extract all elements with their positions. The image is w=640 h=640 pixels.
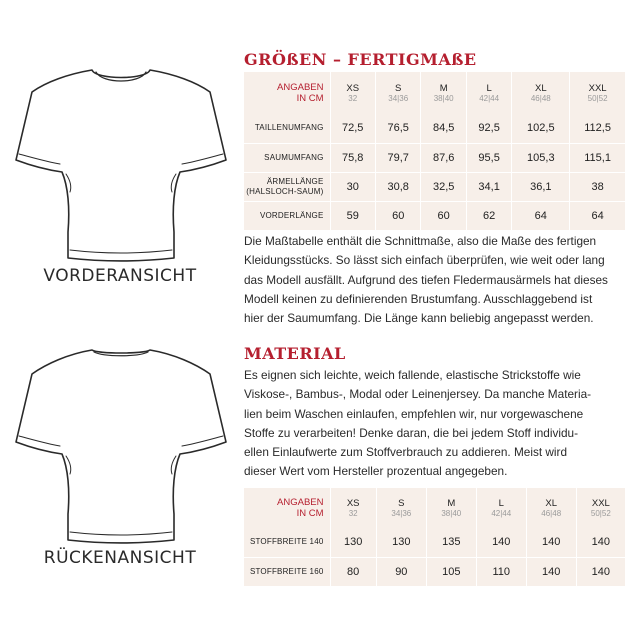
size-eu: 42|44 bbox=[479, 93, 500, 103]
size-eu: 34|36 bbox=[388, 93, 409, 103]
fabric-size-column-header bbox=[476, 488, 526, 528]
front-view-label: VORDERANSICHT bbox=[43, 266, 197, 286]
size-table-row bbox=[244, 114, 625, 143]
paragraph-line: Viskose-, Bambus-, Modal oder Leinenjersey. Da manche Materia- bbox=[244, 387, 592, 402]
table-cell: 102,5 bbox=[512, 114, 570, 143]
table-cell: 140 bbox=[576, 528, 625, 557]
fabric-table bbox=[244, 488, 625, 586]
size-name: XL bbox=[545, 497, 558, 509]
table-cell: 140 bbox=[591, 565, 611, 578]
table-cell: 130 bbox=[330, 528, 376, 557]
table-cell: 75,8 bbox=[330, 143, 375, 172]
paragraph-line: Modell keinen zu definierenden Brustumfang. Ausschlaggebend ist bbox=[244, 291, 593, 306]
size-eu: 46|48 bbox=[530, 93, 551, 103]
table-cell: 60 bbox=[375, 201, 420, 230]
row-label bbox=[244, 114, 330, 143]
table-cell: 92,5 bbox=[466, 114, 511, 143]
size-name: XXL bbox=[591, 497, 610, 509]
header-label-line2: IN CM bbox=[296, 93, 324, 104]
table-cell: 30 bbox=[330, 172, 375, 201]
fabric-header-label-line1: ANGABEN bbox=[277, 497, 324, 508]
table-cell: 38 bbox=[570, 172, 625, 201]
table-cell: 32,5 bbox=[421, 172, 466, 201]
size-name: L bbox=[498, 497, 504, 509]
row-label bbox=[244, 172, 330, 201]
size-name: XL bbox=[534, 82, 547, 94]
size-column-header bbox=[375, 72, 420, 114]
table-cell: 30,8 bbox=[375, 172, 420, 201]
table-cell: 62 bbox=[466, 201, 511, 230]
table-cell: 140 bbox=[476, 528, 526, 557]
table-cell: 110 bbox=[476, 557, 526, 586]
size-eu: 50|52 bbox=[587, 93, 608, 103]
header-label-line1: ANGABEN bbox=[277, 82, 324, 93]
size-column-header bbox=[512, 72, 570, 114]
size-name: M bbox=[447, 497, 456, 509]
table-cell: 95,5 bbox=[466, 143, 511, 172]
table-cell: 84,5 bbox=[421, 114, 466, 143]
table-cell: 105,3 bbox=[512, 143, 570, 172]
table-cell: 112,5 bbox=[570, 114, 625, 143]
table-cell: 140 bbox=[526, 557, 576, 586]
table-cell: 64 bbox=[512, 201, 570, 230]
size-column-header bbox=[570, 72, 625, 114]
row-label bbox=[244, 143, 330, 172]
size-name: S bbox=[398, 497, 405, 509]
table-cell: 130 bbox=[376, 528, 426, 557]
fabric-size-column-header bbox=[426, 488, 476, 528]
fabric-header-label-line2: IN CM bbox=[296, 508, 324, 519]
size-eu: 50|52 bbox=[590, 508, 611, 518]
fabric-size-column-header bbox=[376, 488, 426, 528]
size-name: XS bbox=[346, 497, 360, 509]
row-label-text: VORDERLÄNGE bbox=[259, 210, 324, 220]
size-table-row bbox=[244, 143, 625, 172]
sizes-heading: GRÖßEN – FERTIGMAßE bbox=[244, 50, 477, 69]
table-cell: 105 bbox=[426, 557, 476, 586]
paragraph-line: ellen Einlaufwerte zum Stoffverbrauch zu addieren. Meist wird bbox=[244, 445, 568, 460]
table-cell: 87,6 bbox=[421, 143, 466, 172]
size-name: XS bbox=[346, 82, 360, 94]
table-cell: 72,5 bbox=[330, 114, 375, 143]
size-table bbox=[244, 72, 625, 230]
table-cell: 140 bbox=[526, 528, 576, 557]
paragraph-line: Kleidungsstücks. So lässt sich einfach überprüfen, wie weit oder lang bbox=[244, 253, 605, 268]
row-label-text: TAILLENUMFANG bbox=[254, 123, 324, 133]
size-name: L bbox=[486, 82, 492, 94]
size-column-header bbox=[421, 72, 466, 114]
back-view-drawing bbox=[14, 344, 228, 548]
garment-illustrations bbox=[0, 0, 240, 640]
back-view-label: RÜCKENANSICHT bbox=[43, 548, 197, 568]
fabric-size-column-header bbox=[526, 488, 576, 528]
size-name: M bbox=[439, 82, 448, 94]
fabric-header-row bbox=[244, 488, 625, 528]
fabric-table-row bbox=[244, 557, 625, 586]
size-eu: 32 bbox=[348, 508, 358, 518]
size-eu: 46|48 bbox=[541, 508, 562, 518]
fabric-size-column-header bbox=[576, 488, 625, 528]
size-table-row bbox=[244, 201, 625, 230]
table-cell: 79,7 bbox=[375, 143, 420, 172]
size-eu: 42|44 bbox=[491, 508, 512, 518]
table-cell: 135 bbox=[426, 528, 476, 557]
table-cell: 115,1 bbox=[570, 143, 625, 172]
material-description bbox=[244, 366, 632, 482]
table-cell: 36,1 bbox=[512, 172, 570, 201]
size-column-header bbox=[466, 72, 511, 114]
sizes-description bbox=[244, 232, 632, 328]
size-eu: 34|36 bbox=[391, 508, 412, 518]
fabric-header-label bbox=[244, 488, 330, 528]
size-eu: 32 bbox=[348, 93, 358, 103]
size-name: S bbox=[395, 82, 402, 94]
size-table-row bbox=[244, 172, 625, 201]
size-column-header bbox=[330, 72, 375, 114]
table-cell: 90 bbox=[376, 557, 426, 586]
row-label-subtext: (HALSLOCH-SAUM) bbox=[246, 186, 324, 196]
table-cell: 76,5 bbox=[375, 114, 420, 143]
paragraph-line: Es eignen sich leichte, weich fallende, elastische Strickstoffe wie bbox=[244, 368, 581, 382]
size-header-row bbox=[244, 72, 625, 114]
fabric-row-label: STOFFBREITE 140 bbox=[244, 528, 330, 557]
table-cell: 60 bbox=[421, 201, 466, 230]
size-eu: 38|40 bbox=[441, 508, 462, 518]
table-cell: 64 bbox=[591, 209, 604, 222]
table-cell: 59 bbox=[330, 201, 375, 230]
paragraph-line: lien beim Waschen einlaufen, empfehlen wir, nur vorgewaschene bbox=[244, 406, 584, 421]
material-heading: MATERIAL bbox=[244, 344, 346, 363]
front-view-drawing bbox=[14, 62, 228, 266]
fabric-table-row bbox=[244, 528, 625, 557]
table-cell: 80 bbox=[330, 557, 376, 586]
fabric-row-label: STOFFBREITE 160 bbox=[244, 557, 330, 586]
table-cell: 34,1 bbox=[466, 172, 511, 201]
row-label-text: ÄRMELLÄNGE bbox=[266, 176, 324, 186]
paragraph-line: Die Maßtabelle enthält die Schnittmaße, also die Maße des fertigen bbox=[244, 234, 597, 248]
row-label bbox=[244, 201, 330, 230]
size-name: XXL bbox=[588, 82, 607, 94]
header-label bbox=[244, 72, 330, 114]
row-label-text: SAUMUMFANG bbox=[264, 152, 324, 162]
paragraph-line: hier der Saumumfang. Die Länge kann beliebig angepasst werden. bbox=[244, 311, 594, 326]
size-eu: 38|40 bbox=[433, 93, 454, 103]
paragraph-line: das Modell ausfällt. Aufgrund des tiefen Fledermausärmels hat dieses bbox=[244, 272, 608, 287]
paragraph-line: dieser Wert vom Hersteller prozentual angegeben. bbox=[244, 464, 508, 479]
fabric-size-column-header bbox=[330, 488, 376, 528]
paragraph-line: Stoffe zu verarbeiten! Denke daran, die bei jedem Stoff individu- bbox=[244, 425, 579, 440]
